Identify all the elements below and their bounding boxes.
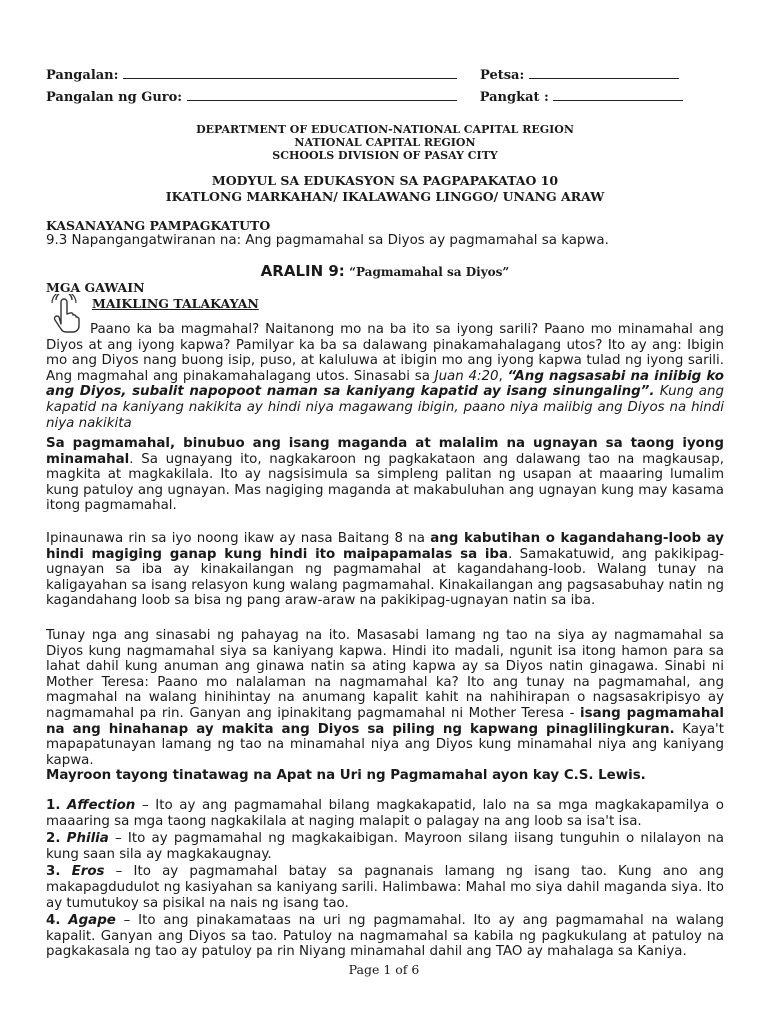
p2-text: . Sa ugnayang ito, nagkakaroon ng pagkakataon ang dalawang tao na magkausap, magkita at magkakilala. Ito ay nagsisimula sa simpleng palitan ng usapan at maaaring lumalim kung patuloy ang ugnayan. Mas nagiging maganda at makabuluhan ang ugnayan kung may kasama itong pagmamahal.	[46, 451, 724, 514]
item-text: – Ito ay pagmamahal ng magkakaibigan. Mayroon silang iisang tunguhin o nilalayon na kung saan sila ay magkakaugnay.	[46, 831, 725, 862]
activities-subheading: MAIKLING TALAKAYAN	[92, 296, 259, 311]
p3-text: Ipinaunawa rin sa iyo noong ikaw ay nasa Baitang 8 na	[46, 531, 431, 546]
name-row	[46, 66, 679, 84]
types-list	[46, 798, 724, 960]
item-text: – Ito ang pinakamataas na uri ng pagmamahal. Ito ay ang pagmamahal na walang kapalit. Ganyan ang Diyos sa tao. Patuloy na nagmamahal sa kabila ng pagkukulang at patuloy na pagkakasala ng tao ay patuloy pa rin Niyang minamahal dahil ang TAO ay mahalaga sa Kaniya.	[46, 913, 724, 960]
lesson-label: ARALIN 9:	[260, 262, 345, 280]
p4-bold: isang pagmamahal na ang hinahanap ay makita ang Diyos sa piling ng kapwang pinaglilingkuran.	[46, 705, 724, 737]
group-blank[interactable]	[553, 88, 683, 101]
competency-text: 9.3 Napangangatwiranan na: Ang pagmamahal sa Diyos ay pagmamahal sa kapwa.	[46, 233, 609, 248]
paragraph-3	[46, 531, 724, 609]
teacher-blank[interactable]	[187, 88, 457, 101]
p3-bold: ang kabutihan o kagandahang-loob ay hindi magiging ganap kung hindi ito maipapamalas sa iba	[46, 531, 725, 562]
types-heading: Mayroon tayong tinatawag na Apat na Uri ng Pagmamahal ayon kay C.S. Lewis.	[46, 768, 646, 783]
list-item	[46, 913, 724, 960]
group-label: Pangkat :	[479, 90, 549, 105]
paragraph-4	[46, 628, 724, 768]
item-text: – Ito ay ang pagmamahal bilang magkakapatid, lalo na sa mga magkakapamilya o maaaring sa mga taong nagkakilala at naging malapit o palagay na ang loob sa isa't isa.	[46, 798, 724, 829]
header-line-2: NATIONAL CAPITAL REGION	[294, 136, 476, 149]
header-line-3: SCHOOLS DIVISION OF PASAY CITY	[272, 149, 498, 162]
p3-rest: . Samakatuwid, ang pakikipag-ugnayan sa iba ay kinakailangan ng pagmamahal at kagandahang-loob. Walang tunay na kaligayahan sa isang relasyon kung walang pagmamahal. Kinakailangan ang pagsasabuhay natin ng kagandahang loob sa bisa ng pang araw-araw na pakikipag-ugnayan natin sa iba.	[46, 546, 725, 609]
item-number: 1.	[46, 798, 61, 813]
lesson-title	[46, 264, 724, 281]
item-number: 4.	[46, 913, 61, 929]
name-label: Pangalan:	[46, 68, 119, 83]
competency-heading: KASANAYANG PAMPAGKATUTO	[46, 218, 271, 233]
list-item	[46, 798, 724, 829]
paragraph-2	[46, 436, 724, 514]
page-number: Page 1 of 6	[348, 962, 420, 977]
module-subtitle: IKATLONG MARKAHAN/ IKALAWANG LINGGO/ UNANG ARAW	[165, 189, 605, 204]
p1-reference: Juan 4:20	[434, 368, 499, 384]
p1-quote: “Ang nagsasabi na iniibig ko ang Diyos, subalit napopoot naman sa kaniyang kapatid ay isang sinungaling”.	[46, 368, 724, 400]
p4-rest: Kaya't mapapatunayan lamang ng tao na minamahal niya ang Diyos kung minamahal niya ang kaniyang kapwa.	[46, 721, 724, 768]
p4-text: Tunay nga ang sinasabi ng pahayag na ito. Masasabi lamang ng tao na siya ay nagmamahal sa Diyos kung nagmamahal siya sa kaniyang kapwa. Hindi ito madali, ngunit isa itong hamon para sa lahat dahil kung anuman ang ginawa natin sa ating kapwa ay sa Diyos natin ginagawa. Sinabi ni Mother Teresa: Paano mo nalalaman na nagmamahal ka? Ito ang tunay na pagmamahal, ang magmahal na walang hinihintay na anumang kapalit kahit na nahihirapan o nagsasakripisyo ay nagmamahal pa rin. Ganyan ang ipinakitang pagmamahal ni Mother Teresa -	[46, 628, 724, 721]
item-term: Eros	[71, 864, 105, 880]
p2-bold: Sa pagmamahal, binubuo ang isang maganda at malalim na ugnayan sa taong iyong minamahal	[46, 436, 724, 467]
paragraph-1	[46, 322, 724, 431]
list-item	[46, 831, 724, 862]
item-text: – Ito ay pagmamahal batay sa pagnanais lamang ng isang tao. Kung ano ang makapagdudulot ng kasiyahan sa kaniyang sarili. Halimbawa: Mahal mo siya dahil maganda siya. Ito ay tumutukoy sa pisikal na nais ng isang tao.	[46, 864, 724, 911]
item-number: 2.	[46, 831, 61, 847]
lesson-name: “Pagmamahal sa Diyos”	[349, 265, 510, 279]
date-blank[interactable]	[529, 66, 679, 79]
activities-heading: MGA GAWAIN	[46, 280, 145, 295]
p1-tail: Kung ang kapatid na kaniyang nakikita ay hindi niya magawang ibigin, paano niya maiibig ang Diyos na hindi niya nakikita	[46, 384, 724, 431]
item-term: Affection	[67, 798, 136, 813]
date-label: Petsa:	[480, 68, 525, 83]
header-line-1: DEPARTMENT OF EDUCATION-NATIONAL CAPITAL REGION	[196, 123, 574, 136]
item-term: Agape	[68, 913, 116, 929]
teacher-row	[46, 88, 683, 106]
module-title: MODYUL SA EDUKASYON SA PAGPAPAKATAO 10	[211, 173, 559, 188]
name-blank[interactable]	[123, 66, 457, 79]
p1-comma: ,	[498, 368, 508, 384]
teacher-label: Pangalan ng Guro:	[46, 90, 183, 105]
item-number: 3.	[46, 864, 61, 880]
list-item	[46, 864, 724, 911]
item-term: Philia	[66, 831, 109, 847]
p1-text: Paano ka ba magmahal? Naitanong mo na ba ito sa iyong sarili? Paano mo minamahal ang Diyos at ang iyong kapwa? Pamilyar ka ba sa dalawang pinakamahalagang utos? Ito ay ang: Ibigin mo ang Diyos nang buong isip, puso, at kaluluwa at ibigin mo ang iyong kapwa tulad ng iyong sarili. Ang magmahal ang pinakamahalagang utos. Sinasabi sa	[46, 322, 724, 384]
